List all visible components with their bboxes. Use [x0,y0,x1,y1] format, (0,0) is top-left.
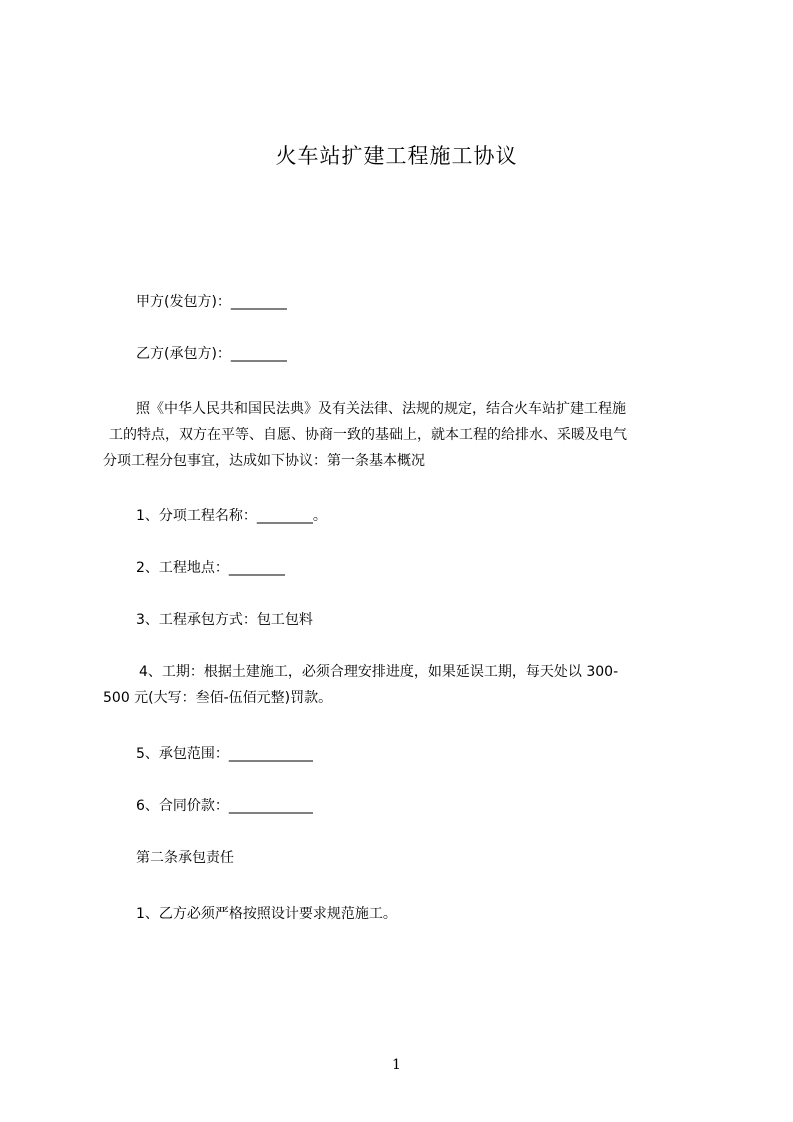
article-2-item-1: 1、乙方必须严格按照设计要求规范施工。 [136,906,397,922]
article-2-heading: 第二条承包责任 [136,850,234,866]
party-b-line: 乙方(承包方)：________ [136,346,287,362]
duration-line: 500 元(大写：叁佰-伍佰元整)罚款。 [103,690,333,706]
item-duration-paragraph [103,659,703,711]
duration-line: 4、工期：根据土建施工，必须合理安排进度，如果延误工期，每天处以 300- [139,664,619,680]
item-contract-scope: 5、承包范围：____________ [136,746,313,762]
intro-line: 工的特点，双方在平等、自愿、协商一致的基础上，就本工程的给排水、采暖及电气 [109,427,627,443]
page-number: 1 [392,1057,401,1073]
item-project-location: 2、工程地点：________ [136,560,285,576]
intro-line: 照《中华人民共和国民法典》及有关法律、法规的规定，结合火车站扩建工程施 [136,401,626,417]
party-a-line: 甲方(发包方)：________ [136,294,287,310]
intro-paragraph [103,396,703,474]
item-project-name: 1、分项工程名称：________。 [136,508,327,524]
document-title: 火车站扩建工程施工协议 [275,144,518,168]
intro-line: 分项工程分包事宜，达成如下协议：第一条基本概况 [103,453,425,469]
item-contract-price: 6、合同价款：____________ [136,798,313,814]
item-contract-method: 3、工程承包方式：包工包料 [136,612,313,628]
